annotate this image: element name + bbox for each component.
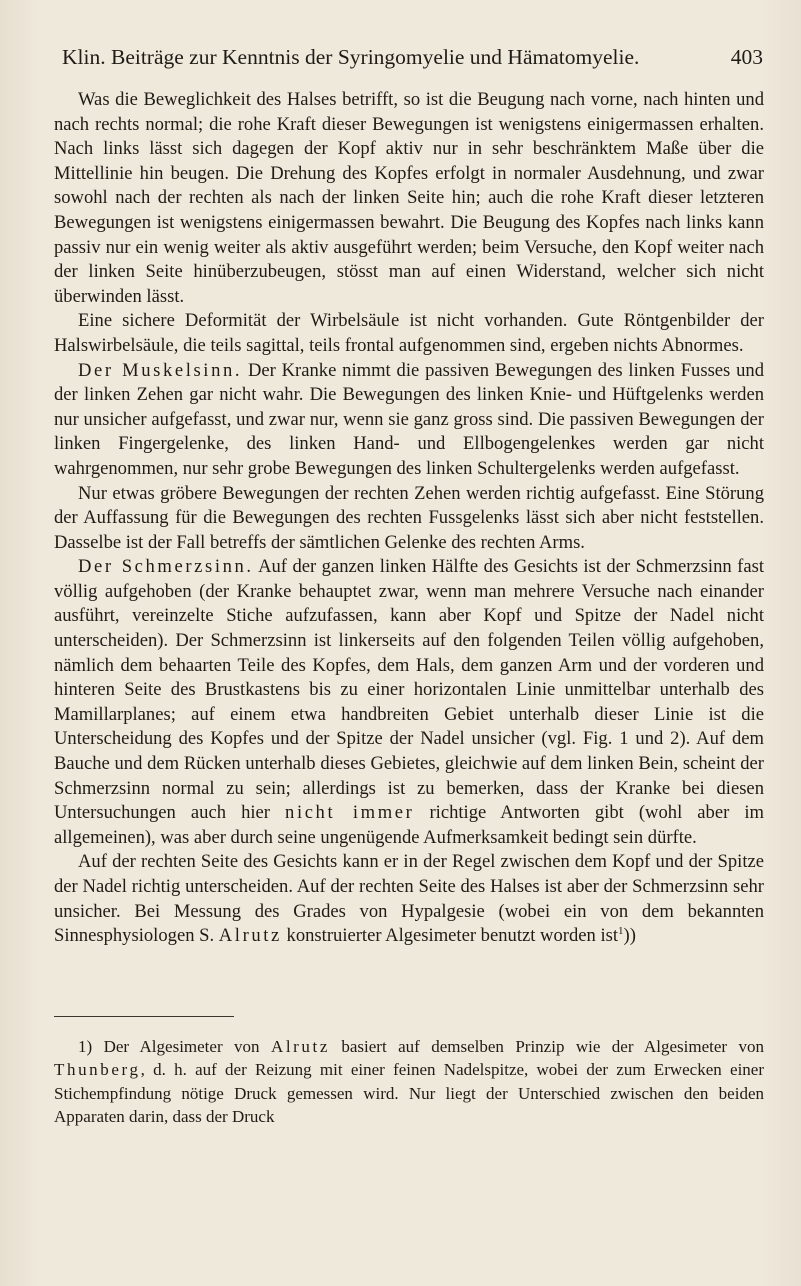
footnote-marker: 1 [618, 925, 624, 937]
paragraph-neck-mobility: Was die Beweglichkeit des Halses betrifft, so ist die Beugung nach vorne, nach hinten und nach rechts normal; die rohe Kraft dieser Bewegungen ist wenigstens einigermassen erhalten. Nach links lässt sich dagegen der Kopf aktiv nur in sehr beschränktem Maße über die Mittellinie hin beugen. Die Drehung des Kopfes erfolgt in normaler Ausdehnung, und zwar sowohl nach der rechten als nach der linken Seite hin; auch die rohe Kraft dieser letzteren Bewegungen ist wenigstens einigermassen bewahrt. Die Beugung des Kopfes nach links kann passiv nur ein wenig weiter als aktiv ausgeführt werden; beim Versuche, den Kopf weiter nach der linken Seite hinüberzubeugen, stösst man auf einen Widerstand, welcher sich nicht überwinden lässt. [54, 89, 764, 307]
pain-sense-text-a: Auf der ganzen linken Hälfte des Gesichts ist der Schmerzsinn fast völlig aufgehoben (der Kranke behauptet zwar, wenn man mehrere Versuche nach einander ausführt, vereinzelte Stiche aufzufassen, kann aber Kopf und Spitze der Nadel nicht unterscheiden). Der Schmerzsinn ist linkerseits auf den folgenden Teilen völlig aufgehoben, nämlich dem behaarten Teile des Kopfes, dem Hals, dem ganzen Arm und der vorderen und hinteren Seite des Brustkastens bis zu einer horizontalen Linie unmittelbar unterhalb des Mamillarplanes; auf einem etwa handbreiten Gebiet unterhalb dieser Linie ist die Unterscheidung des Kopfes und der Spitze der Nadel unsicher (vgl. Fig. 1 und 2). Auf dem Bauche und dem Rücken unterhalb dieses Gebietes, gleichwie auf dem linken Bein, scheint der Schmerzsinn normal zu sein; allerdings ist zu bemerken, dass der Kranke bei diesen Untersuchungen auch hier [54, 556, 764, 824]
paragraph-muscle-sense [54, 359, 764, 482]
paragraph-right-side-movements: Nur etwas gröbere Bewegungen der rechten Zehen werden richtig aufgefasst. Eine Störung der Auffassung für die Bewegungen des rechten Fussgelenks lässt sich aber nicht feststellen. Dasselbe ist der Fall betreffs der sämtlichen Gelenke des rechten Arms. [54, 482, 764, 553]
footnote-text-c: , d. h. auf der Reizung mit einer feinen Nadelspitze, wobei der zum Erwecken einer Stichempfindung nötige Druck gemessen wird. Nur liegt der Unterschied zwischen den beiden Apparaten darin, dass der Druck [54, 1060, 764, 1127]
paragraph-pain-sense [54, 555, 764, 850]
author-name-alrutz: Alrutz [218, 925, 282, 947]
right-face-text-c: )) [623, 925, 636, 947]
pain-sense-text-b: richtige Antworten gibt (wohl aber im allgemeinen), was aber durch seine ungenügende Aufmerksamkeit bedingt sein dürfte. [54, 802, 764, 848]
section-lead-pain-sense: Der Schmerzsinn. [78, 556, 254, 578]
running-header [54, 42, 763, 72]
footnote-divider [54, 1016, 234, 1017]
footnote-name-alrutz: Alrutz [270, 1037, 330, 1056]
body-text [54, 88, 764, 949]
page-number: 403 [730, 45, 763, 69]
right-face-text-a: Auf der rechten Seite des Gesichts kann er in der Regel zwischen dem Kopf und der Spitze der Nadel richtig unterscheiden. Auf der rechten Seite des Halses ist aber der Schmerzsinn sehr unsicher. Bei Messung des Grades von Hypalgesie (wobei ein von dem bekannten Sinnesphysiologen S. [54, 851, 764, 947]
footnote-text-b: basiert auf demselben Prinzip wie der Algesimeter von [329, 1037, 764, 1056]
paragraph-right-face [54, 850, 764, 948]
footnote-name-thunberg: Thunberg [54, 1060, 141, 1080]
right-face-text-b: konstruierter Algesimeter benutzt worden ist [281, 925, 619, 947]
footnote [54, 1035, 764, 1129]
section-lead-muscle-sense: Der Muskelsinn. [78, 359, 243, 381]
footnote-text-a: 1) Der Algesimeter von [78, 1037, 271, 1056]
pain-sense-emphasis: nicht immer [285, 802, 415, 824]
footnote-text [54, 1035, 764, 1129]
running-title: Klin. Beiträge zur Kenntnis der Syringomyelie und Hämatomyelie. [62, 45, 640, 69]
muscle-sense-text: Der Kranke nimmt die passiven Bewegungen des linken Fusses und der linken Zehen gar nicht wahr. Die Bewegungen des linken Knie- und Hüftgelenks werden nur unsicher aufgefasst, und zwar nur, wenn sie ganz gross sind. Die passiven Bewegungen der linken Fingergelenke, des linken Hand- und Ellbogengelenkes werden gar nicht wahrgenommen, nur sehr grobe Bewegungen des linken Schultergelenks werden aufgefasst. [54, 359, 765, 479]
paragraph-spine: Eine sichere Deformität der Wirbelsäule ist nicht vorhanden. Gute Röntgenbilder der Halswirbelsäule, die teils sagittal, teils frontal aufgenommen sind, ergeben nichts Abnormes. [54, 310, 764, 356]
